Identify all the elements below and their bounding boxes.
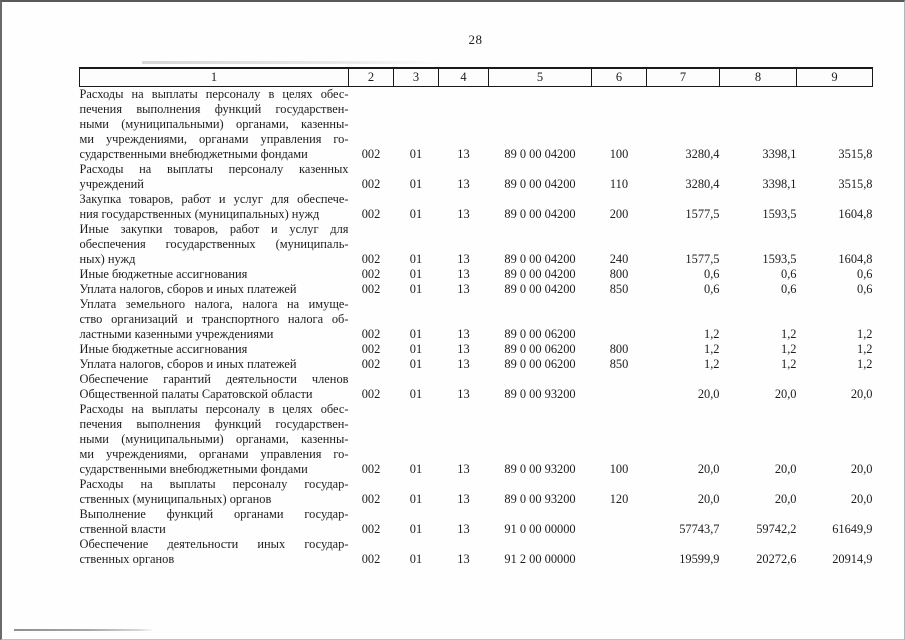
code-grbs-cell: 002 bbox=[361, 342, 381, 356]
row-name-line: Иные бюджетные ассигнования bbox=[79, 342, 248, 356]
row-name-line: сударственными внебюджетными фондами bbox=[79, 147, 308, 161]
code-expense-type-cell bbox=[592, 297, 647, 342]
code-target-article-cell: 89 0 00 04200 bbox=[504, 207, 576, 221]
amount-year1-cell: 20,0 bbox=[697, 387, 720, 401]
amount-year3-cell: 20,0 bbox=[850, 492, 873, 506]
code-subsection-cell: 13 bbox=[457, 207, 470, 221]
row-name-line: ственных (муниципальных) органов bbox=[79, 492, 272, 506]
amount-year2-cell: 0,6 bbox=[781, 267, 797, 281]
amount-year3-cell: 1,2 bbox=[857, 327, 873, 341]
header-col-3: 3 bbox=[394, 68, 439, 87]
amount-year1-cell: 1,2 bbox=[704, 327, 720, 341]
amount-year2-cell: 20,0 bbox=[774, 462, 797, 476]
amount-year3-cell: 3515,8 bbox=[838, 147, 873, 161]
table-row bbox=[80, 372, 873, 402]
header-col-6: 6 bbox=[592, 68, 647, 87]
amount-year3-cell: 20,0 bbox=[850, 387, 873, 401]
code-grbs-cell: 002 bbox=[361, 207, 381, 221]
code-section-cell: 01 bbox=[409, 342, 423, 356]
amount-year3-cell: 1604,8 bbox=[838, 252, 873, 266]
amount-year1-cell: 19599,9 bbox=[679, 552, 720, 566]
row-name-cell bbox=[80, 402, 349, 477]
code-subsection-cell: 13 bbox=[457, 342, 470, 356]
code-grbs-cell: 002 bbox=[361, 177, 381, 191]
amount-year2-cell: 20272,6 bbox=[756, 552, 797, 566]
row-name-cell bbox=[80, 372, 349, 402]
code-expense-type-cell: 110 bbox=[609, 177, 629, 191]
code-subsection-cell: 13 bbox=[457, 357, 470, 371]
code-expense-type-cell bbox=[592, 507, 647, 537]
amount-year2-cell: 1,2 bbox=[781, 357, 797, 371]
code-expense-type-cell: 800 bbox=[609, 342, 629, 356]
code-target-article-cell: 89 0 00 04200 bbox=[504, 267, 576, 281]
code-target-article-cell: 89 0 00 04200 bbox=[504, 252, 576, 266]
table-header-row bbox=[80, 68, 873, 87]
code-section-cell: 01 bbox=[409, 357, 423, 371]
amount-year2-cell: 1,2 bbox=[781, 342, 797, 356]
header-col-9: 9 bbox=[797, 68, 873, 87]
row-name-cell bbox=[80, 297, 349, 342]
code-section-cell: 01 bbox=[409, 492, 423, 506]
code-subsection-cell: 13 bbox=[457, 177, 470, 191]
code-section-cell: 01 bbox=[409, 267, 423, 281]
row-name-line: Уплата земельного налога, налога на имуще- bbox=[79, 297, 349, 311]
row-name-line: ными (муниципальными) органами, казенны- bbox=[79, 117, 349, 131]
row-name-cell bbox=[80, 282, 349, 297]
code-expense-type-cell bbox=[592, 537, 647, 567]
row-name-line: Расходы на выплаты персоналу в целях обес- bbox=[79, 402, 349, 416]
code-grbs-cell: 002 bbox=[361, 327, 381, 341]
page-number: 28 bbox=[468, 32, 483, 47]
header-col-7: 7 bbox=[647, 68, 720, 87]
row-name-line: Иные закупки товаров, работ и услуг для bbox=[79, 222, 349, 236]
scan-line-artifact bbox=[14, 629, 154, 631]
row-name-cell bbox=[80, 342, 349, 357]
row-name-cell bbox=[80, 222, 349, 267]
code-grbs-cell: 002 bbox=[361, 282, 381, 296]
amount-year2-cell: 59742,2 bbox=[756, 522, 797, 536]
amount-year1-cell: 20,0 bbox=[697, 492, 720, 506]
table-body bbox=[80, 87, 873, 568]
amount-year1-cell: 1577,5 bbox=[685, 207, 720, 221]
row-name-line: Общественной палаты Саратовской области bbox=[79, 387, 313, 401]
row-name-line: ственных органов bbox=[79, 552, 175, 566]
row-name-line: ми учреждениями, органами управления го- bbox=[79, 447, 349, 461]
amount-year1-cell: 3280,4 bbox=[685, 177, 720, 191]
row-name-line: печения выполнения функций государствен- bbox=[79, 102, 349, 116]
code-section-cell: 01 bbox=[409, 147, 423, 161]
row-name-cell bbox=[80, 267, 349, 282]
row-name-line: печения выполнения функций государствен- bbox=[79, 417, 349, 431]
row-name-line: сударственными внебюджетными фондами bbox=[79, 462, 308, 476]
code-subsection-cell: 13 bbox=[457, 252, 470, 266]
amount-year1-cell: 1,2 bbox=[704, 342, 720, 356]
code-subsection-cell: 13 bbox=[457, 267, 470, 281]
amount-year3-cell: 20914,9 bbox=[832, 552, 873, 566]
table-row bbox=[80, 342, 873, 357]
row-name-line: ния государственных (муниципальных) нужд bbox=[79, 207, 320, 221]
row-name-line: Иные бюджетные ассигнования bbox=[79, 267, 248, 281]
amount-year3-cell: 1,2 bbox=[857, 342, 873, 356]
code-section-cell: 01 bbox=[409, 387, 423, 401]
amount-year2-cell: 1593,5 bbox=[762, 207, 797, 221]
amount-year1-cell: 1,2 bbox=[704, 357, 720, 371]
amount-year1-cell: 57743,7 bbox=[679, 522, 720, 536]
amount-year3-cell: 20,0 bbox=[850, 462, 873, 476]
row-name-line: Выполнение функций органами государ- bbox=[79, 507, 349, 521]
amount-year1-cell: 1577,5 bbox=[685, 252, 720, 266]
amount-year3-cell: 0,6 bbox=[857, 282, 873, 296]
scan-smudge-artifact bbox=[142, 61, 442, 64]
table-row bbox=[80, 507, 873, 537]
code-section-cell: 01 bbox=[409, 177, 423, 191]
code-target-article-cell: 89 0 00 04200 bbox=[504, 282, 576, 296]
amount-year1-cell: 0,6 bbox=[704, 267, 720, 281]
amount-year3-cell: 61649,9 bbox=[832, 522, 873, 536]
code-section-cell: 01 bbox=[409, 282, 423, 296]
row-name-line: ство организаций и транспортного налога об- bbox=[79, 312, 349, 326]
code-target-article-cell: 89 0 00 93200 bbox=[504, 462, 576, 476]
code-section-cell: 01 bbox=[409, 207, 423, 221]
code-subsection-cell: 13 bbox=[457, 282, 470, 296]
header-col-8: 8 bbox=[720, 68, 797, 87]
row-name-line: ми учреждениями, органами управления го- bbox=[79, 132, 349, 146]
row-name-line: Обеспечение гарантий деятельности членов bbox=[79, 372, 349, 386]
row-name-line: Уплата налогов, сборов и иных платежей bbox=[79, 282, 297, 296]
row-name-line: Расходы на выплаты персоналу в целях обес- bbox=[79, 87, 349, 101]
code-target-article-cell: 89 0 00 93200 bbox=[504, 387, 576, 401]
code-grbs-cell: 002 bbox=[361, 552, 381, 566]
amount-year2-cell: 3398,1 bbox=[762, 177, 797, 191]
amount-year2-cell: 20,0 bbox=[774, 492, 797, 506]
table-row bbox=[80, 297, 873, 342]
table-row bbox=[80, 267, 873, 282]
code-expense-type-cell: 850 bbox=[609, 282, 629, 296]
row-name-cell bbox=[80, 162, 349, 192]
header-col-4: 4 bbox=[439, 68, 489, 87]
code-subsection-cell: 13 bbox=[457, 552, 470, 566]
row-name-cell bbox=[80, 477, 349, 507]
code-section-cell: 01 bbox=[409, 522, 423, 536]
row-name-line: Уплата налогов, сборов и иных платежей bbox=[79, 357, 297, 371]
code-subsection-cell: 13 bbox=[457, 327, 470, 341]
code-target-article-cell: 89 0 00 04200 bbox=[504, 177, 576, 191]
code-grbs-cell: 002 bbox=[361, 387, 381, 401]
code-expense-type-cell: 200 bbox=[609, 207, 629, 221]
code-target-article-cell: 89 0 00 04200 bbox=[504, 147, 576, 161]
row-name-cell bbox=[80, 357, 349, 372]
amount-year2-cell: 0,6 bbox=[781, 282, 797, 296]
amount-year1-cell: 0,6 bbox=[704, 282, 720, 296]
amount-year2-cell: 3398,1 bbox=[762, 147, 797, 161]
amount-year1-cell: 3280,4 bbox=[685, 147, 720, 161]
code-grbs-cell: 002 bbox=[361, 252, 381, 266]
code-grbs-cell: 002 bbox=[361, 522, 381, 536]
code-target-article-cell: 89 0 00 06200 bbox=[504, 357, 576, 371]
table-row bbox=[80, 282, 873, 297]
code-target-article-cell: 89 0 00 06200 bbox=[504, 327, 576, 341]
code-subsection-cell: 13 bbox=[457, 462, 470, 476]
row-name-cell bbox=[80, 507, 349, 537]
code-target-article-cell: 89 0 00 93200 bbox=[504, 492, 576, 506]
table-row bbox=[80, 87, 873, 163]
table-row bbox=[80, 192, 873, 222]
table-row bbox=[80, 477, 873, 507]
amount-year3-cell: 0,6 bbox=[857, 267, 873, 281]
amount-year3-cell: 1,2 bbox=[857, 357, 873, 371]
row-name-line: Обеспечение деятельности иных государ- bbox=[79, 537, 349, 551]
code-expense-type-cell: 240 bbox=[609, 252, 629, 266]
amount-year2-cell: 1,2 bbox=[781, 327, 797, 341]
row-name-line: Расходы на выплаты персоналу государ- bbox=[79, 477, 349, 491]
row-name-line: ластными казенными учреждениями bbox=[79, 327, 274, 341]
row-name-line: учреждений bbox=[79, 177, 144, 191]
row-name-line: ственной власти bbox=[79, 522, 166, 536]
code-grbs-cell: 002 bbox=[361, 462, 381, 476]
code-grbs-cell: 002 bbox=[361, 357, 381, 371]
code-expense-type-cell: 120 bbox=[609, 492, 629, 506]
code-subsection-cell: 13 bbox=[457, 522, 470, 536]
budget-table bbox=[79, 67, 873, 567]
table-row bbox=[80, 357, 873, 372]
code-grbs-cell: 002 bbox=[361, 267, 381, 281]
code-grbs-cell: 002 bbox=[361, 492, 381, 506]
amount-year3-cell: 3515,8 bbox=[838, 177, 873, 191]
amount-year1-cell: 20,0 bbox=[697, 462, 720, 476]
row-name-cell bbox=[80, 537, 349, 567]
code-section-cell: 01 bbox=[409, 327, 423, 341]
table-row bbox=[80, 402, 873, 477]
code-target-article-cell: 91 2 00 00000 bbox=[504, 552, 576, 566]
table-row bbox=[80, 162, 873, 192]
code-section-cell: 01 bbox=[409, 552, 423, 566]
code-expense-type-cell: 100 bbox=[609, 147, 629, 161]
row-name-line: Расходы на выплаты персоналу казенных bbox=[79, 162, 349, 176]
code-target-article-cell: 91 0 00 00000 bbox=[504, 522, 576, 536]
code-grbs-cell: 002 bbox=[361, 147, 381, 161]
amount-year2-cell: 1593,5 bbox=[762, 252, 797, 266]
code-section-cell: 01 bbox=[409, 252, 423, 266]
row-name-line: ных) нужд bbox=[79, 252, 136, 266]
row-name-cell bbox=[80, 192, 349, 222]
header-col-5: 5 bbox=[489, 68, 592, 87]
code-section-cell: 01 bbox=[409, 462, 423, 476]
amount-year3-cell: 1604,8 bbox=[838, 207, 873, 221]
header-col-2: 2 bbox=[349, 68, 394, 87]
code-expense-type-cell: 800 bbox=[609, 267, 629, 281]
row-name-line: ными (муниципальными) органами, казенны- bbox=[79, 432, 349, 446]
code-subsection-cell: 13 bbox=[457, 492, 470, 506]
table-row bbox=[80, 537, 873, 567]
row-name-line: обеспечения государственных (муниципаль- bbox=[79, 237, 349, 251]
code-expense-type-cell bbox=[592, 372, 647, 402]
row-name-line: Закупка товаров, работ и услуг для обеспече- bbox=[79, 192, 349, 206]
code-subsection-cell: 13 bbox=[457, 147, 470, 161]
header-col-1: 1 bbox=[80, 68, 349, 87]
code-expense-type-cell: 850 bbox=[609, 357, 629, 371]
code-expense-type-cell: 100 bbox=[609, 462, 629, 476]
table-row bbox=[80, 222, 873, 267]
amount-year2-cell: 20,0 bbox=[774, 387, 797, 401]
code-target-article-cell: 89 0 00 06200 bbox=[504, 342, 576, 356]
row-name-cell bbox=[80, 87, 349, 163]
code-subsection-cell: 13 bbox=[457, 387, 470, 401]
